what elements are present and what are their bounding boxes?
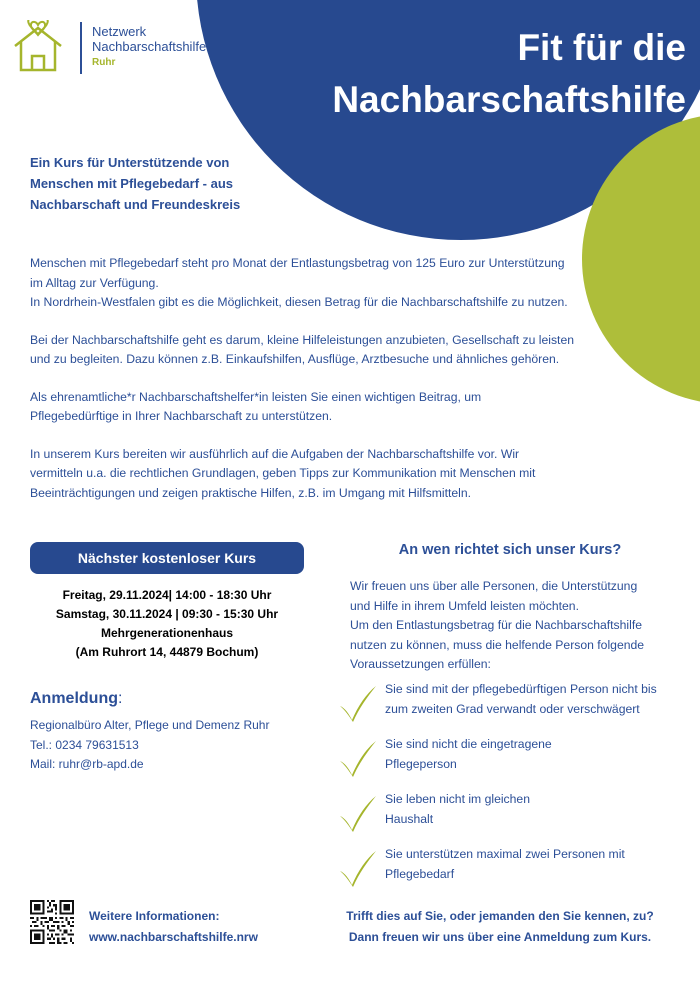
- course-details: Freitag, 29.11.2024| 14:00 - 18:30 Uhr Samstag, 30.11.2024 | 09:30 - 15:30 Uhr Mehrgenerationenhaus (Am Ruhrort 14, 44879 Bochum): [55, 588, 279, 659]
- paragraph: Menschen mit Pflegebedarf steht pro Monat der Entlastungsbetrag von 125 Euro zur Unterstützung im Alltag zur Verfügung. In Nordrhein-Westfalen gibt es die Möglichkeit, diesen Betrag für die Nachbarschaftshilfe zu nutzen.: [30, 256, 568, 309]
- phone-number[interactable]: Tel.: 0234 79631513: [30, 737, 139, 752]
- logo-wordmark: Netzwerk Nachbarschaftshilfe: [92, 24, 207, 54]
- email-address[interactable]: Mail: ruhr@rb-apd.de: [30, 757, 144, 771]
- website-link[interactable]: www.nachbarschaftshilfe.nrw: [89, 930, 258, 944]
- more-info: Weitere Informationen: www.nachbarschaftshilfe.nrw: [89, 906, 258, 948]
- closing-call-to-action: Trifft dies auf Sie, oder jemanden den Sie kennen, zu? Dann freuen wir uns über eine Anmeldung zum Kurs.: [346, 909, 654, 944]
- page-title: Fit für die Nachbarschaftshilfe: [332, 27, 686, 120]
- subtitle: Ein Kurs für Unterstützende von Menschen mit Pflegebedarf - aus Nachbarschaft und Freundeskreis: [30, 155, 241, 212]
- paragraph: Als ehrenamtliche*r Nachbarschaftshelfer*in leisten Sie einen wichtigen Beitrag, um Pflegebedürftige in Ihrer Nachbarschaft zu unterstützen.: [30, 389, 482, 423]
- target-heading: An wen richtet sich unser Kurs?: [398, 542, 622, 558]
- logo-region: Ruhr: [92, 57, 116, 68]
- target-intro: Wir freuen uns über alle Personen, die Unterstützung und Hilfe in ihrem Umfeld leisten möchten. Um den Entlastungsbetrag für die Nachbarschaftshilfe nutzen zu können, muss die helfende Person folgende Voraussetzungen erfüllen:: [350, 579, 645, 671]
- intro-body: [30, 254, 610, 521]
- logo: [12, 20, 212, 80]
- paragraph: Bei der Nachbarschaftshilfe geht es darum, kleine Hilfeleistungen anzubieten, Gesellschaft zu leisten und zu begleiten. Dazu können z.B. Einkaufshilfen, Ausflüge, Arztbesuche und ähnliches gehören.: [30, 332, 575, 366]
- checkmark-icon: [338, 794, 378, 834]
- paragraph: In unserem Kurs bereiten wir ausführlich auf die Aufgaben der Nachbarschaftshilfe vor. Wir vermitteln u.a. die rechtlichen Grundlagen, geben Tipps zur Kommunikation mit Menschen mit Beeinträchtigungen und zeigen praktische Hilfen, z.B. im Umgang mit Hilfsmitteln.: [30, 446, 536, 500]
- house-heart-icon: [12, 20, 64, 74]
- checkmark-icon: [338, 849, 378, 889]
- checkmark-icon: [338, 739, 378, 779]
- next-course-banner: Nächster kostenloser Kurs: [30, 542, 304, 574]
- checkmark-icon: [338, 684, 378, 724]
- logo-divider: [80, 22, 82, 74]
- qr-code-icon[interactable]: [30, 900, 74, 944]
- registration-heading: Anmeldung:: [30, 690, 123, 707]
- registration-contact: Regionalbüro Alter, Pflege und Demenz Ruhr Tel.: 0234 79631513 Mail: ruhr@rb-apd.de: [30, 716, 269, 775]
